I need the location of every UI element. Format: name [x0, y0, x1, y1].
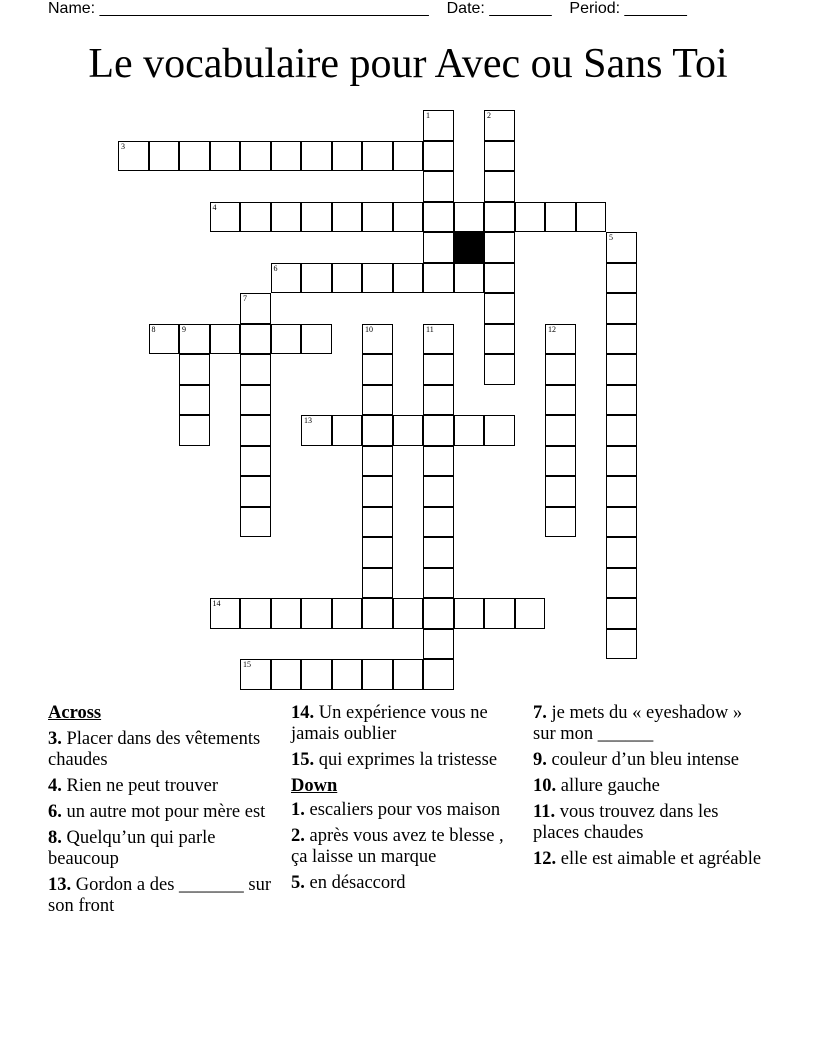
grid-cell[interactable]: [484, 110, 515, 141]
grid-cell[interactable]: [271, 202, 302, 233]
grid-cell[interactable]: [271, 141, 302, 172]
grid-cell[interactable]: [240, 202, 271, 233]
grid-cell[interactable]: [606, 232, 637, 263]
grid-cell[interactable]: [362, 476, 393, 507]
grid-cell[interactable]: [484, 293, 515, 324]
grid-cell[interactable]: [454, 263, 485, 294]
grid-cell[interactable]: [179, 415, 210, 446]
grid-cell[interactable]: [423, 171, 454, 202]
clue-number: 9: [182, 324, 186, 334]
grid-cell[interactable]: [301, 141, 332, 172]
grid-cell[interactable]: [393, 598, 424, 629]
grid-cell[interactable]: [301, 263, 332, 294]
grid-cell[interactable]: [301, 659, 332, 690]
grid-cell[interactable]: [362, 354, 393, 385]
grid-cell[interactable]: [576, 202, 607, 233]
grid-cell[interactable]: [393, 415, 424, 446]
clue-number: 1: [426, 111, 430, 120]
clue-across-14: 14. Un expérience vous ne jamais oublier: [291, 703, 488, 744]
clue-number: 15: [243, 660, 251, 669]
grid-cell[interactable]: [118, 141, 149, 172]
grid-cell[interactable]: [210, 598, 241, 629]
clue-across-15: 15. qui exprimes la tristesse: [291, 750, 498, 770]
grid-cell[interactable]: [423, 141, 454, 172]
grid-cell[interactable]: [240, 446, 271, 477]
grid-cell[interactable]: [423, 629, 454, 660]
grid-cell[interactable]: [423, 537, 454, 568]
clue-across-4: 4. Rien ne peut trouver: [48, 776, 219, 796]
grid-cell[interactable]: [606, 415, 637, 446]
grid-cell[interactable]: [545, 324, 576, 355]
grid-cell[interactable]: [423, 232, 454, 263]
clue-across-6: 6. un autre mot pour mère est: [48, 802, 266, 822]
grid-cell[interactable]: [332, 659, 363, 690]
grid-cell[interactable]: [332, 263, 363, 294]
grid-cell[interactable]: [606, 476, 637, 507]
grid-cell[interactable]: [606, 507, 637, 538]
grid-cell[interactable]: [210, 141, 241, 172]
clue-down-12: 12. elle est aimable et agréable: [533, 849, 762, 869]
clue-number: 8: [151, 324, 156, 334]
grid-cell[interactable]: [362, 598, 393, 629]
grid-cell[interactable]: [240, 476, 271, 507]
grid-cell[interactable]: [362, 537, 393, 568]
grid-cell[interactable]: [484, 141, 515, 172]
grid-cell[interactable]: [423, 354, 454, 385]
grid-cell[interactable]: [606, 568, 637, 599]
grid-cell[interactable]: [545, 507, 576, 538]
grid-cell[interactable]: [454, 598, 485, 629]
grid-cell[interactable]: [179, 324, 210, 355]
grid-cell[interactable]: [423, 324, 454, 355]
grid-cell[interactable]: [240, 141, 271, 172]
grid-cell[interactable]: [240, 415, 271, 446]
down-heading: Down: [291, 776, 338, 796]
grid-cell[interactable]: [484, 354, 515, 385]
grid-cell[interactable]: [606, 324, 637, 355]
clue-number: 13: [304, 416, 312, 425]
grid-cell[interactable]: [149, 324, 180, 355]
grid-cell[interactable]: [393, 263, 424, 294]
grid-cell[interactable]: [179, 385, 210, 416]
grid-cell[interactable]: [515, 202, 546, 233]
grid-cell[interactable]: [332, 598, 363, 629]
grid-cell[interactable]: [210, 202, 241, 233]
grid-cell[interactable]: [362, 324, 393, 355]
clue-down-2: 2. après vous avez te blesse , ça laisse un marque: [291, 826, 504, 867]
clue-number: 3: [121, 141, 125, 151]
grid-cell[interactable]: [545, 415, 576, 446]
grid-cell[interactable]: [362, 202, 393, 233]
grid-cell[interactable]: [423, 507, 454, 538]
grid-cell[interactable]: [332, 202, 363, 233]
grid-cell[interactable]: [606, 537, 637, 568]
grid-cell[interactable]: [454, 202, 485, 233]
grid-cell[interactable]: [301, 324, 332, 355]
grid-cell[interactable]: [240, 507, 271, 538]
name-label: Name:: [48, 0, 96, 17]
clue-number: 5: [609, 233, 613, 242]
grid-cell[interactable]: [606, 385, 637, 416]
grid-cell[interactable]: [179, 141, 210, 172]
grid-cell[interactable]: [606, 293, 637, 324]
clue-across-8: 8. Quelqu’un qui parle beaucoup: [48, 828, 216, 869]
period-blank: _______: [624, 0, 687, 17]
grid-cell[interactable]: [423, 446, 454, 477]
clue-number: 6: [273, 263, 278, 273]
grid-cell[interactable]: [240, 324, 271, 355]
grid-cell[interactable]: [545, 385, 576, 416]
grid-cell[interactable]: [545, 476, 576, 507]
grid-cell[interactable]: [332, 141, 363, 172]
grid-cell[interactable]: [423, 263, 454, 294]
grid-cell[interactable]: [271, 659, 302, 690]
grid-cell[interactable]: [362, 568, 393, 599]
grid-cell[interactable]: [423, 415, 454, 446]
grid-cell[interactable]: [423, 385, 454, 416]
grid-cell[interactable]: [423, 598, 454, 629]
clue-number: 10: [365, 324, 373, 334]
grid-cell[interactable]: [423, 659, 454, 690]
clue-down-1: 1. escaliers pour vos maison: [291, 800, 501, 820]
grid-cell[interactable]: [606, 446, 637, 477]
grid-cell[interactable]: [545, 354, 576, 385]
clue-number: 7: [243, 294, 247, 303]
clue-down-11: 11. vous trouvez dans les places chaudes: [533, 802, 719, 843]
grid-cell[interactable]: [240, 293, 271, 324]
grid-cell[interactable]: [362, 141, 393, 172]
period-label: Period:: [569, 0, 621, 17]
grid-cell[interactable]: [484, 598, 515, 629]
grid-cell[interactable]: [484, 324, 515, 355]
clue-down-10: 10. allure gauche: [533, 776, 660, 796]
grid-cell[interactable]: [240, 659, 271, 690]
clue-number: 12: [548, 324, 556, 334]
grid-cell[interactable]: [423, 110, 454, 141]
clue-number: 11: [426, 324, 434, 334]
grid-cell[interactable]: [271, 598, 302, 629]
grid-cell[interactable]: [301, 202, 332, 233]
grid-cell[interactable]: [545, 202, 576, 233]
grid-cell[interactable]: [484, 171, 515, 202]
clue-number: 14: [212, 599, 221, 608]
grid-cell[interactable]: [271, 263, 302, 294]
clue-down-9: 9. couleur d’un bleu intense: [533, 750, 740, 770]
grid-cell[interactable]: [606, 629, 637, 660]
clue-down-5: 5. en désaccord: [291, 873, 406, 893]
grid-cell[interactable]: [545, 446, 576, 477]
across-heading: Across: [48, 703, 102, 723]
clue-down-7: 7. je mets du « eyeshadow » sur mon ______: [533, 703, 743, 744]
grid-cell[interactable]: [179, 354, 210, 385]
grid-cell[interactable]: [393, 202, 424, 233]
grid-cell[interactable]: [271, 324, 302, 355]
grid-cell[interactable]: [332, 415, 363, 446]
grid-cell[interactable]: [606, 598, 637, 629]
grid-cell[interactable]: [454, 415, 485, 446]
grid-cell[interactable]: [423, 476, 454, 507]
clue-number: 2: [487, 111, 491, 120]
grid-cell[interactable]: [423, 202, 454, 233]
grid-cell[interactable]: [362, 385, 393, 416]
clues-column-1: [48, 703, 278, 922]
grid-cell[interactable]: [515, 598, 546, 629]
date-label: Date:: [446, 0, 485, 17]
grid-cell[interactable]: [210, 324, 241, 355]
grid-cell[interactable]: [301, 415, 332, 446]
grid-cell[interactable]: [240, 598, 271, 629]
clues-column-3: [533, 703, 763, 875]
grid-cell[interactable]: [362, 659, 393, 690]
grid-cell[interactable]: [362, 415, 393, 446]
grid-cell[interactable]: [362, 507, 393, 538]
grid-cell[interactable]: [301, 598, 332, 629]
grid-cell[interactable]: [423, 568, 454, 599]
grid-cell[interactable]: [393, 141, 424, 172]
grid-cell[interactable]: [240, 354, 271, 385]
grid-cell[interactable]: [362, 263, 393, 294]
date-blank: _______: [489, 0, 552, 17]
clue-across-13: 13. Gordon a des _______ sur son front: [48, 875, 272, 916]
clue-number: 4: [212, 202, 217, 212]
grid-cell[interactable]: [484, 415, 515, 446]
clue-across-3: 3. Placer dans des vêtements chaudes: [48, 729, 261, 770]
grid-block-cell: [454, 232, 485, 263]
clues-column-2: [291, 703, 521, 899]
grid-cell[interactable]: [606, 263, 637, 294]
grid-cell[interactable]: [484, 202, 515, 233]
name-blank: _____________________________________: [99, 0, 429, 17]
grid-cell[interactable]: [362, 446, 393, 477]
grid-cell[interactable]: [149, 141, 180, 172]
grid-cell[interactable]: [484, 232, 515, 263]
grid-cell[interactable]: [393, 659, 424, 690]
grid-cell[interactable]: [606, 354, 637, 385]
grid-cell[interactable]: [484, 263, 515, 294]
grid-cell[interactable]: [240, 385, 271, 416]
page-title: Le vocabulaire pour Avec ou Sans Toi: [88, 41, 728, 87]
